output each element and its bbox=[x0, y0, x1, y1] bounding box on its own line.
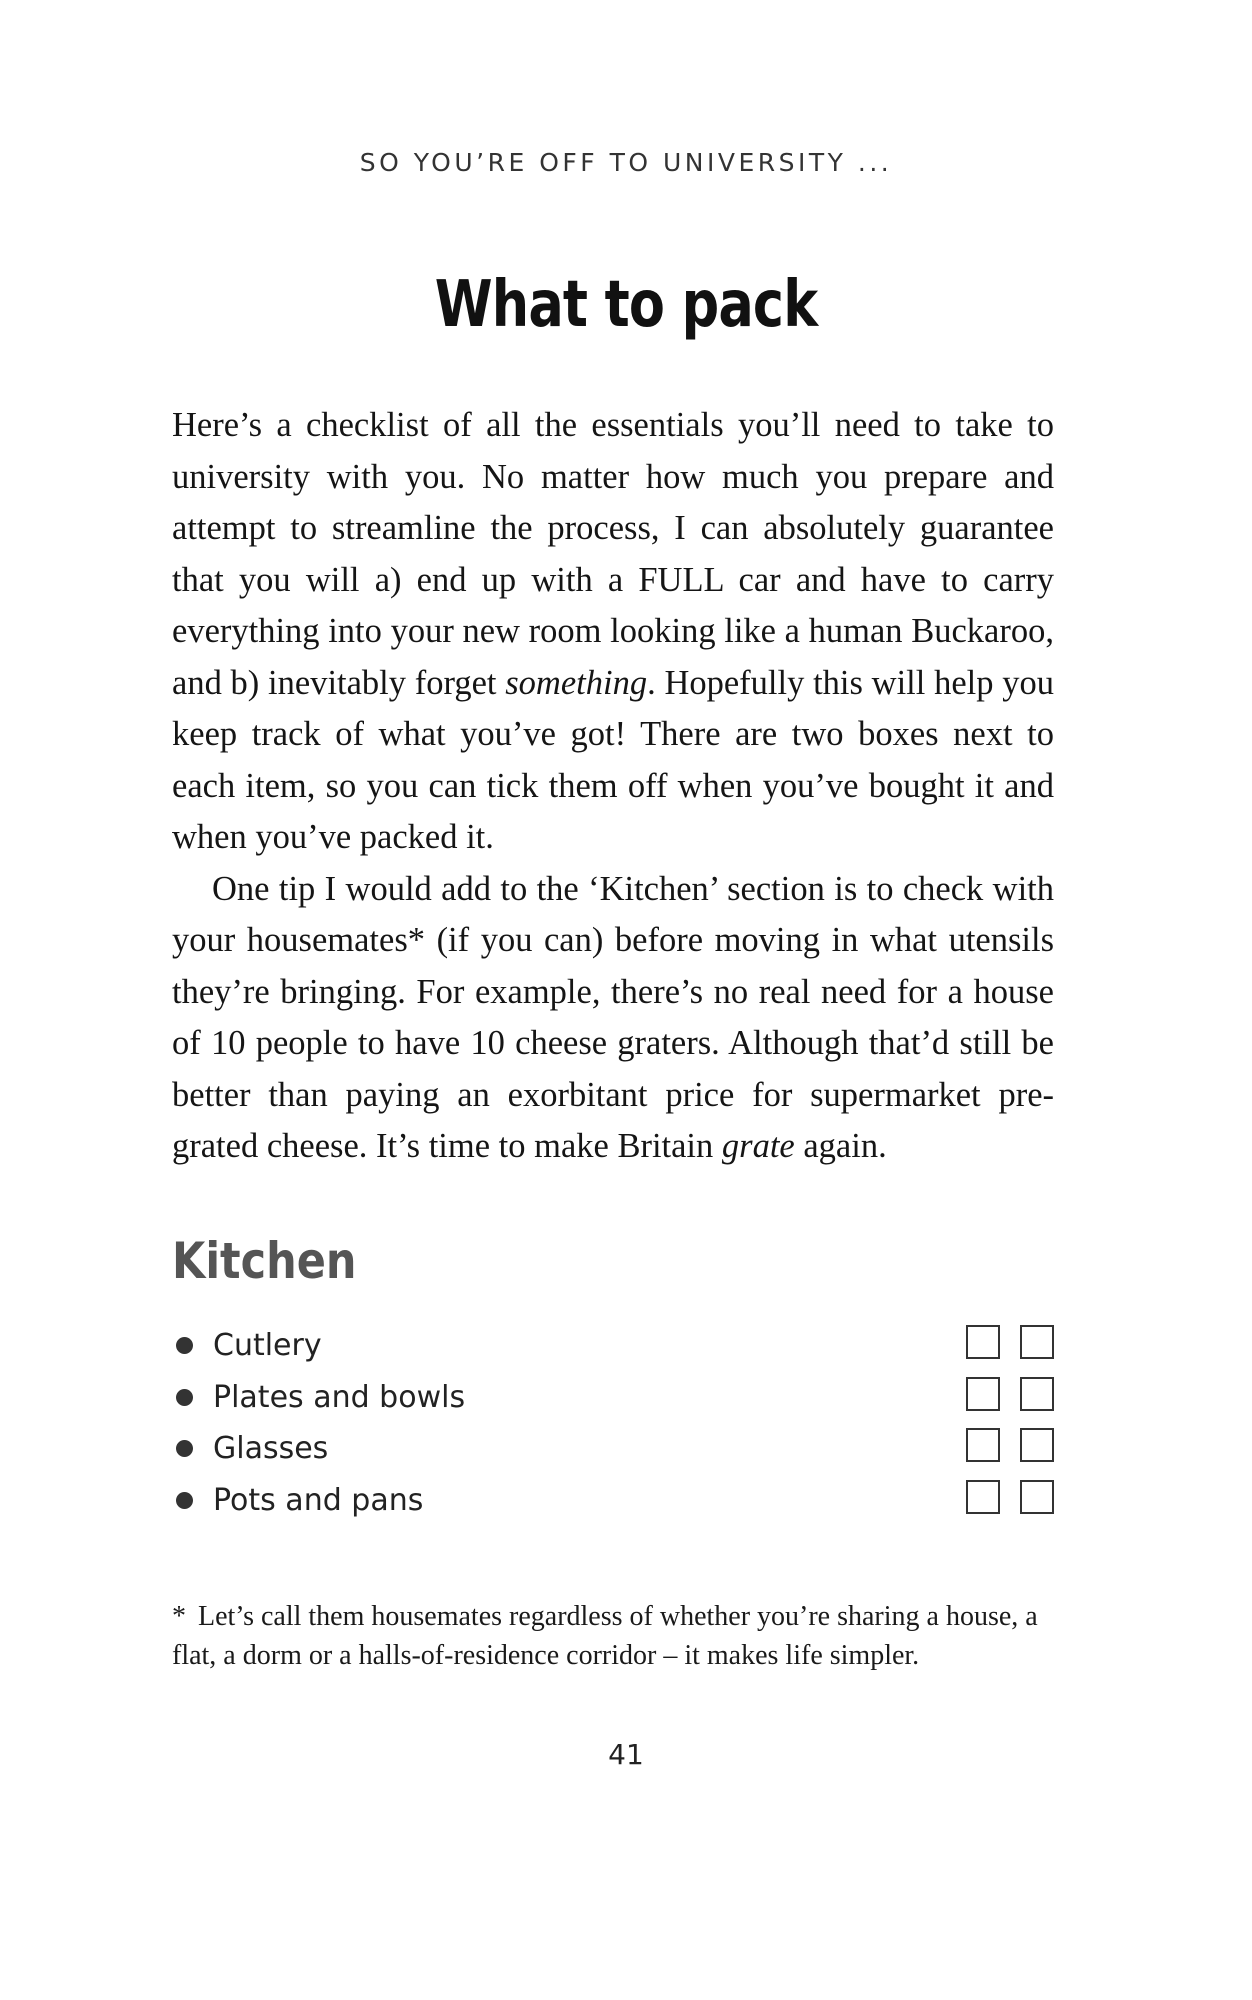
section-heading-kitchen: Kitchen bbox=[172, 1232, 357, 1290]
footnote-mark: * bbox=[172, 1601, 186, 1632]
bullet-icon bbox=[176, 1389, 193, 1406]
bullet-icon bbox=[176, 1440, 193, 1457]
paragraph-2 bbox=[172, 864, 1054, 1173]
bought-checkbox[interactable] bbox=[966, 1325, 1000, 1359]
running-head: SO YOU’RE OFF TO UNIVERSITY ... bbox=[359, 148, 893, 177]
footnote-text: Let’s call them housemates regardless of whether you’re sharing a house, a flat, a dorm or a halls-of-residence corridor – it makes life simpler. bbox=[172, 1601, 1038, 1671]
checkbox-pair bbox=[966, 1325, 1054, 1359]
paragraph-2-text: One tip I would add to the ‘Kitchen’ section is to check with your housemates* (if you can) before moving in what utensils they’re bringing. For example, there’s no real need for a house of 10 people to have 10 cheese graters. Although that’d still be better than paying an exorbitant price for supermarket pre-grated cheese. It’s time to make Britain bbox=[172, 869, 1054, 1165]
kitchen-checklist bbox=[172, 1320, 1054, 1526]
checkbox-pair bbox=[966, 1428, 1054, 1462]
paragraph-1 bbox=[172, 400, 1054, 864]
checklist-item bbox=[172, 1320, 1054, 1372]
bullet-icon bbox=[176, 1337, 193, 1354]
checkbox-pair bbox=[966, 1377, 1054, 1411]
checklist-item-label: Plates and bowls bbox=[213, 1379, 466, 1415]
chapter-title: What to pack bbox=[434, 268, 818, 342]
packed-checkbox[interactable] bbox=[1020, 1377, 1054, 1411]
bought-checkbox[interactable] bbox=[966, 1377, 1000, 1411]
paragraph-2-text-end: again. bbox=[794, 1127, 887, 1165]
page-number: 41 bbox=[608, 1738, 644, 1771]
checklist-item bbox=[172, 1372, 1054, 1424]
checklist-item-label: Pots and pans bbox=[213, 1482, 424, 1518]
paragraph-1-emphasis: something bbox=[505, 663, 648, 702]
paragraph-1-text: Here’s a checklist of all the essentials you’ll need to take to university with you. No matter how much you prepare and attempt to streamline the process, I can absolutely guarantee that you will a) end up with a FULL car and have to carry everything into your new room looking like a human Buckaroo, and b) inevitably forget bbox=[172, 406, 1054, 702]
paragraph-1-text-end: . Hopefully this will help you keep track of what you’ve got! There are two boxes next to each item, so you can tick them off when you’ve bought it and when you’ve packed it. bbox=[172, 663, 1054, 856]
checklist-item bbox=[172, 1423, 1054, 1475]
body-text bbox=[172, 400, 1054, 1173]
paragraph-2-emphasis: grate bbox=[721, 1127, 795, 1165]
packed-checkbox[interactable] bbox=[1020, 1480, 1054, 1514]
bought-checkbox[interactable] bbox=[966, 1480, 1000, 1514]
checklist-item-label: Glasses bbox=[213, 1431, 329, 1467]
checklist-item bbox=[172, 1475, 1054, 1527]
packed-checkbox[interactable] bbox=[1020, 1325, 1054, 1359]
checkbox-pair bbox=[966, 1480, 1054, 1514]
bought-checkbox[interactable] bbox=[966, 1428, 1000, 1462]
packed-checkbox[interactable] bbox=[1020, 1428, 1054, 1462]
footnote bbox=[172, 1597, 1054, 1675]
checklist-item-label: Cutlery bbox=[213, 1328, 322, 1364]
bullet-icon bbox=[176, 1492, 193, 1509]
